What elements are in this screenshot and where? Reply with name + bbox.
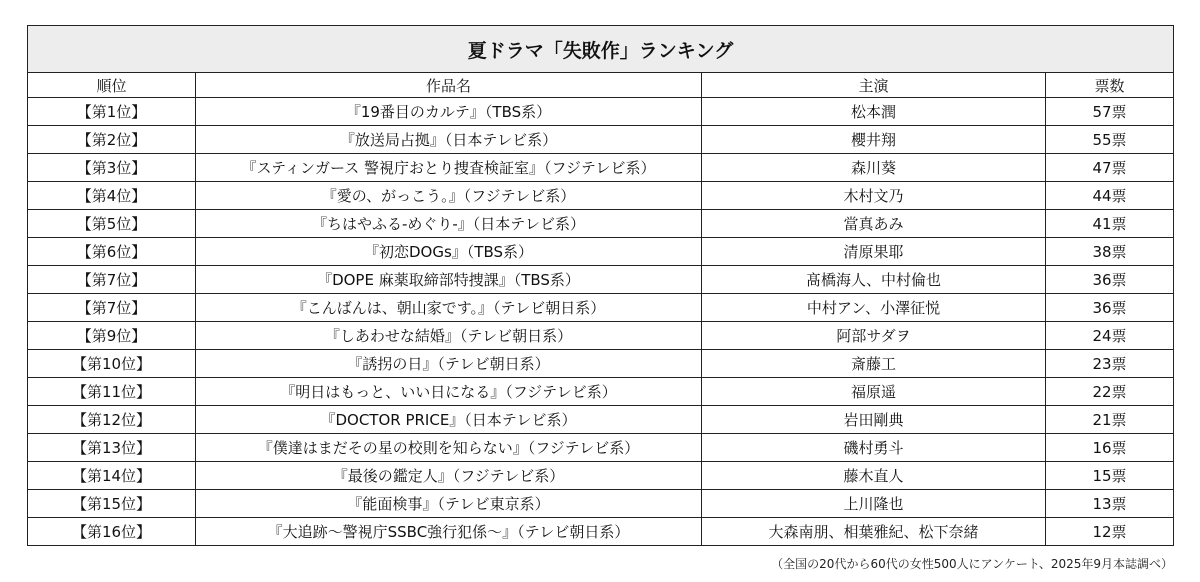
title-cell: 『愛の、がっこう。』（フジテレビ系） [196,182,702,210]
rank-cell: 【第9位】 [28,322,196,350]
rank-cell: 【第11位】 [28,378,196,406]
table-row [28,378,1174,406]
table-header-row [28,73,1174,98]
votes-cell: 15票 [1046,462,1174,490]
votes-cell: 57票 [1046,98,1174,126]
title-cell: 『放送局占拠』（日本テレビ系） [196,126,702,154]
lead-cell: 斎藤工 [702,350,1046,378]
title-cell: 『DOCTOR PRICE』（日本テレビ系） [196,406,702,434]
rank-cell: 【第15位】 [28,490,196,518]
table-row [28,98,1174,126]
rank-cell: 【第4位】 [28,182,196,210]
table-row [28,406,1174,434]
lead-cell: 藤木直人 [702,462,1046,490]
votes-cell: 47票 [1046,154,1174,182]
table-row [28,350,1174,378]
title-cell: 『DOPE 麻薬取締部特捜課』（TBS系） [196,266,702,294]
rank-cell: 【第5位】 [28,210,196,238]
lead-cell: 中村アン、小澤征悦 [702,294,1046,322]
column-header-title: 作品名 [196,73,702,98]
rank-cell: 【第6位】 [28,238,196,266]
table-row [28,294,1174,322]
title-cell: 『しあわせな結婚』（テレビ朝日系） [196,322,702,350]
rank-cell: 【第3位】 [28,154,196,182]
table-title: 夏ドラマ「失敗作」ランキング [28,26,1174,73]
lead-cell: 松本潤 [702,98,1046,126]
votes-cell: 21票 [1046,406,1174,434]
votes-cell: 22票 [1046,378,1174,406]
rank-cell: 【第13位】 [28,434,196,462]
table-row [28,182,1174,210]
lead-cell: 當真あみ [702,210,1046,238]
votes-cell: 13票 [1046,490,1174,518]
rank-cell: 【第12位】 [28,406,196,434]
title-cell: 『19番目のカルテ』（TBS系） [196,98,702,126]
column-header-lead: 主演 [702,73,1046,98]
table-row [28,434,1174,462]
title-cell: 『こんばんは、朝山家です。』（テレビ朝日系） [196,294,702,322]
rank-cell: 【第7位】 [28,294,196,322]
rank-cell: 【第2位】 [28,126,196,154]
votes-cell: 38票 [1046,238,1174,266]
title-cell: 『能面検事』（テレビ東京系） [196,490,702,518]
lead-cell: 福原遥 [702,378,1046,406]
lead-cell: 上川隆也 [702,490,1046,518]
table-row [28,210,1174,238]
lead-cell: 森川葵 [702,154,1046,182]
ranking-table [27,25,1174,546]
table-row [28,154,1174,182]
rank-cell: 【第14位】 [28,462,196,490]
table-row [28,126,1174,154]
title-cell: 『僕達はまだその星の校則を知らない』（フジテレビ系） [196,434,702,462]
votes-cell: 55票 [1046,126,1174,154]
votes-cell: 23票 [1046,350,1174,378]
lead-cell: 磯村勇斗 [702,434,1046,462]
table-row [28,490,1174,518]
votes-cell: 24票 [1046,322,1174,350]
title-cell: 『ちはやふる-めぐり-』（日本テレビ系） [196,210,702,238]
title-cell: 『大追跡〜警視庁SSBC強行犯係〜』（テレビ朝日系） [196,518,702,546]
table-row [28,518,1174,546]
votes-cell: 44票 [1046,182,1174,210]
title-cell: 『誘拐の日』（テレビ朝日系） [196,350,702,378]
lead-cell: 髙橋海人、中村倫也 [702,266,1046,294]
lead-cell: 清原果耶 [702,238,1046,266]
votes-cell: 12票 [1046,518,1174,546]
table-row [28,266,1174,294]
table-row [28,462,1174,490]
survey-footnote: （全国の20代から60代の女性500人にアンケート、2025年9月本誌調べ） [771,557,1173,571]
title-cell: 『スティンガース 警視庁おとり捜査検証室』（フジテレビ系） [196,154,702,182]
lead-cell: 岩田剛典 [702,406,1046,434]
column-header-rank: 順位 [28,73,196,98]
column-header-votes: 票数 [1046,73,1174,98]
table-row [28,322,1174,350]
lead-cell: 木村文乃 [702,182,1046,210]
votes-cell: 36票 [1046,266,1174,294]
title-cell: 『明日はもっと、いい日になる』（フジテレビ系） [196,378,702,406]
rank-cell: 【第16位】 [28,518,196,546]
lead-cell: 櫻井翔 [702,126,1046,154]
rank-cell: 【第10位】 [28,350,196,378]
lead-cell: 阿部サダヲ [702,322,1046,350]
lead-cell: 大森南朋、相葉雅紀、松下奈緒 [702,518,1046,546]
ranking-table-container [27,25,1173,546]
title-cell: 『最後の鑑定人』（フジテレビ系） [196,462,702,490]
table-row [28,238,1174,266]
table-title-row [28,26,1174,73]
votes-cell: 16票 [1046,434,1174,462]
rank-cell: 【第1位】 [28,98,196,126]
votes-cell: 36票 [1046,294,1174,322]
votes-cell: 41票 [1046,210,1174,238]
rank-cell: 【第7位】 [28,266,196,294]
title-cell: 『初恋DOGs』（TBS系） [196,238,702,266]
